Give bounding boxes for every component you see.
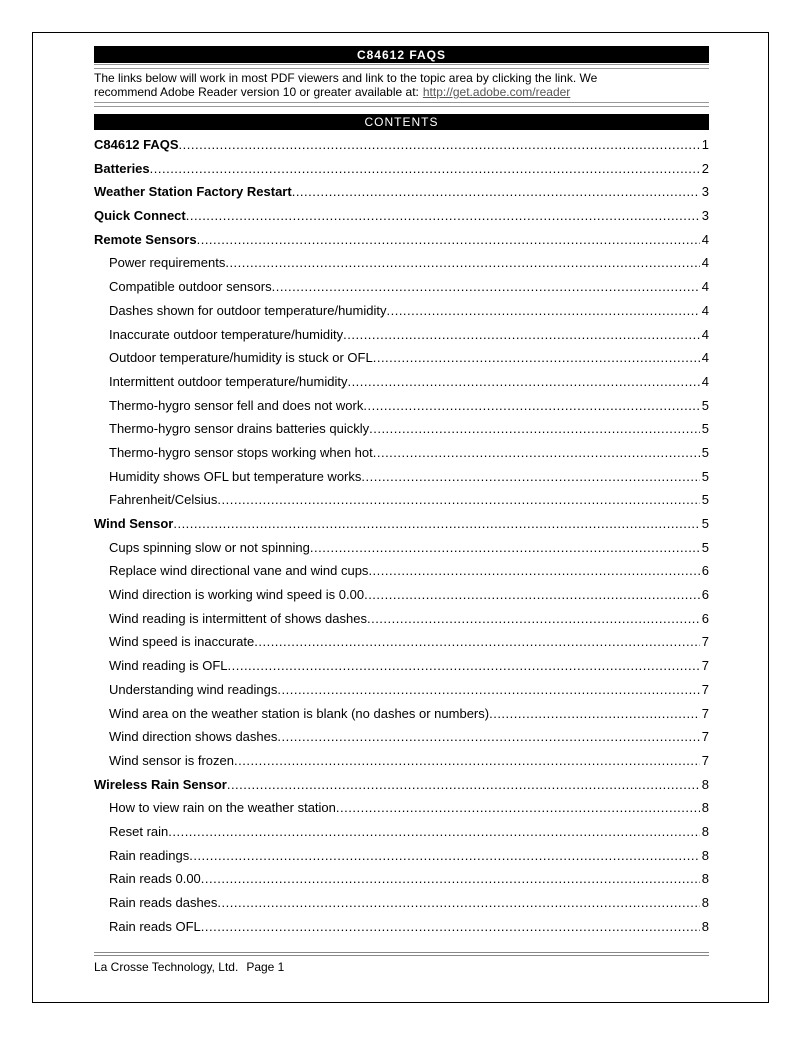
toc-entry[interactable] xyxy=(94,157,709,181)
toc-entry-label: Inaccurate outdoor temperature/humidity xyxy=(109,326,344,342)
toc-entry[interactable] xyxy=(94,251,709,275)
toc-entry[interactable] xyxy=(94,536,709,560)
table-of-contents xyxy=(94,133,709,938)
toc-entry[interactable] xyxy=(94,465,709,489)
toc-entry-page: 1 xyxy=(701,137,709,152)
toc-entry-label: Wind area on the weather station is blank (no dashes or numbers) xyxy=(109,705,490,721)
toc-entry-page: 8 xyxy=(701,823,709,839)
toc-entry-label: Wireless Rain Sensor xyxy=(94,776,227,792)
toc-leader-dots xyxy=(343,323,700,347)
toc-entry-page: 7 xyxy=(701,705,709,721)
toc-entry-page: 5 xyxy=(701,539,709,555)
toc-entry-page: 7 xyxy=(701,729,709,745)
toc-leader-dots xyxy=(173,512,699,536)
toc-entry-page: 8 xyxy=(701,776,709,792)
toc-entry-page: 8 xyxy=(701,847,709,863)
toc-entry-page: 4 xyxy=(701,279,709,295)
toc-entry-page: 8 xyxy=(701,800,709,816)
toc-entry[interactable] xyxy=(94,867,709,891)
toc-entry-page: 4 xyxy=(701,350,709,366)
toc-entry[interactable] xyxy=(94,275,709,299)
toc-entry-page: 7 xyxy=(701,634,709,650)
toc-entry-page: 6 xyxy=(701,563,709,579)
toc-entry-page: 4 xyxy=(701,326,709,342)
toc-entry[interactable] xyxy=(94,441,709,465)
toc-entry[interactable] xyxy=(94,488,709,512)
toc-entry-page: 4 xyxy=(701,302,709,318)
toc-entry-label: Thermo-hygro sensor drains batteries quickly xyxy=(109,421,370,437)
toc-leader-dots xyxy=(201,915,700,939)
toc-leader-dots xyxy=(363,394,699,418)
toc-entry-page: 5 xyxy=(701,468,709,484)
toc-entry-label: Rain reads OFL xyxy=(109,918,201,934)
toc-leader-dots xyxy=(277,678,699,702)
toc-leader-dots xyxy=(186,204,700,228)
document-content xyxy=(94,46,709,938)
toc-entry-label: Thermo-hygro sensor fell and does not work xyxy=(109,397,364,413)
toc-entry-label: Wind sensor is frozen xyxy=(109,752,234,768)
toc-entry-label: Rain reads 0.00 xyxy=(109,871,201,887)
toc-entry-label: Power requirements xyxy=(109,255,226,271)
toc-entry-label: Wind direction is working wind speed is 0.00 xyxy=(109,587,365,603)
toc-entry-page: 4 xyxy=(701,255,709,271)
intro-line-1: The links below will work in most PDF viewers and link to the topic area by clicking the link. We xyxy=(94,71,598,85)
toc-leader-dots xyxy=(217,891,699,915)
title-divider xyxy=(94,64,709,69)
toc-leader-dots xyxy=(347,370,699,394)
toc-leader-dots xyxy=(225,251,699,275)
toc-entry[interactable] xyxy=(94,678,709,702)
toc-leader-dots xyxy=(179,133,700,157)
toc-leader-dots xyxy=(277,725,699,749)
intro-divider xyxy=(94,102,709,107)
toc-entry-page: 4 xyxy=(701,231,709,247)
toc-entry[interactable] xyxy=(94,607,709,631)
toc-entry[interactable] xyxy=(94,299,709,323)
toc-entry-page: 5 xyxy=(701,397,709,413)
toc-entry-label: Humidity shows OFL but temperature works xyxy=(109,468,362,484)
toc-entry-page: 5 xyxy=(701,492,709,508)
toc-entry-label: Reset rain xyxy=(109,823,169,839)
toc-entry[interactable] xyxy=(94,891,709,915)
toc-leader-dots xyxy=(336,796,700,820)
toc-entry[interactable] xyxy=(94,228,709,252)
toc-entry[interactable] xyxy=(94,773,709,797)
toc-entry-label: Rain reads dashes xyxy=(109,895,218,910)
toc-leader-dots xyxy=(361,465,699,489)
toc-leader-dots xyxy=(272,275,700,299)
toc-entry-label: Replace wind directional vane and wind cups xyxy=(109,563,369,579)
toc-entry-page: 5 xyxy=(701,444,709,460)
intro-text xyxy=(94,71,709,99)
toc-entry-page: 5 xyxy=(701,516,709,531)
toc-entry-page: 7 xyxy=(701,658,709,674)
toc-entry-label: Wind Sensor xyxy=(94,516,174,531)
toc-entry-label: Remote Sensors xyxy=(94,231,197,247)
toc-entry-label: Dashes shown for outdoor temperature/humidity xyxy=(109,302,387,318)
toc-entry[interactable] xyxy=(94,204,709,228)
toc-entry-label: Compatible outdoor sensors xyxy=(109,279,272,295)
toc-entry-label: Rain readings xyxy=(109,847,190,863)
toc-entry[interactable] xyxy=(94,796,709,820)
toc-entry[interactable] xyxy=(94,323,709,347)
toc-leader-dots xyxy=(310,536,700,560)
toc-entry-page: 7 xyxy=(701,752,709,768)
toc-leader-dots xyxy=(369,417,700,441)
toc-entry[interactable] xyxy=(94,844,709,868)
toc-leader-dots xyxy=(189,844,700,868)
footer-company: La Crosse Technology, Ltd. xyxy=(94,960,239,974)
toc-entry[interactable] xyxy=(94,702,709,726)
adobe-reader-link[interactable]: http://get.adobe.com/reader xyxy=(422,85,571,99)
toc-entry-label: Cups spinning slow or not spinning xyxy=(109,539,310,555)
toc-entry-page: 6 xyxy=(701,610,709,626)
intro-line-2 xyxy=(94,85,709,99)
toc-leader-dots xyxy=(168,820,700,844)
toc-entry-page: 6 xyxy=(701,587,709,603)
toc-entry[interactable] xyxy=(94,654,709,678)
toc-entry[interactable] xyxy=(94,394,709,418)
toc-entry[interactable] xyxy=(94,725,709,749)
toc-entry-page: 8 xyxy=(701,918,709,934)
toc-entry[interactable] xyxy=(94,370,709,394)
toc-leader-dots xyxy=(386,299,699,323)
toc-entry-label: Wind reading is intermittent of shows dashes xyxy=(109,610,367,626)
toc-entry-label: Wind direction shows dashes xyxy=(109,729,278,745)
toc-entry-page: 8 xyxy=(701,895,709,910)
toc-entry[interactable] xyxy=(94,180,709,204)
toc-leader-dots xyxy=(228,654,700,678)
toc-leader-dots xyxy=(489,702,700,726)
toc-entry[interactable] xyxy=(94,417,709,441)
toc-entry-label: Thermo-hygro sensor stops working when hot xyxy=(109,444,373,460)
toc-leader-dots xyxy=(227,773,700,797)
toc-entry[interactable] xyxy=(94,915,709,939)
toc-leader-dots xyxy=(150,157,700,181)
toc-leader-dots xyxy=(234,749,700,773)
toc-entry[interactable] xyxy=(94,820,709,844)
toc-entry[interactable] xyxy=(94,512,709,536)
toc-leader-dots xyxy=(373,441,700,465)
toc-entry-label: How to view rain on the weather station xyxy=(109,800,336,816)
toc-leader-dots xyxy=(254,630,700,654)
toc-entry-label: Weather Station Factory Restart xyxy=(94,184,292,200)
toc-entry[interactable] xyxy=(94,630,709,654)
toc-entry[interactable] xyxy=(94,133,709,157)
toc-entry-label: Outdoor temperature/humidity is stuck or OFL xyxy=(109,350,373,366)
toc-leader-dots xyxy=(292,180,700,204)
toc-entry[interactable] xyxy=(94,583,709,607)
toc-entry-page: 3 xyxy=(701,184,709,200)
toc-leader-dots xyxy=(201,867,700,891)
toc-entry-label: Intermittent outdoor temperature/humidity xyxy=(109,373,348,389)
toc-leader-dots xyxy=(367,607,700,631)
toc-entry-label: Wind reading is OFL xyxy=(109,658,228,674)
toc-entry-label: Fahrenheit/Celsius xyxy=(109,492,218,508)
toc-entry-page: 7 xyxy=(701,681,709,697)
toc-entry-page: 8 xyxy=(701,871,709,887)
footer-divider xyxy=(94,952,709,956)
toc-leader-dots xyxy=(217,488,699,512)
toc-entry[interactable] xyxy=(94,559,709,583)
toc-leader-dots xyxy=(368,559,699,583)
toc-entry-label: Understanding wind readings xyxy=(109,681,278,697)
toc-entry-page: 4 xyxy=(701,373,709,389)
toc-entry-label: C84612 FAQS xyxy=(94,137,179,152)
toc-entry-label: Wind speed is inaccurate xyxy=(109,634,255,650)
toc-leader-dots xyxy=(364,583,700,607)
toc-entry-label: Batteries xyxy=(94,160,150,176)
toc-entry-page: 5 xyxy=(701,421,709,437)
toc-entry[interactable] xyxy=(94,749,709,773)
toc-entry[interactable] xyxy=(94,346,709,370)
document-title: C84612 FAQS xyxy=(94,46,709,63)
toc-entry-label: Quick Connect xyxy=(94,208,186,224)
toc-leader-dots xyxy=(197,228,700,252)
page-footer xyxy=(94,960,284,974)
contents-heading: CONTENTS xyxy=(94,114,709,130)
toc-entry-page: 3 xyxy=(701,208,709,224)
toc-entry-page: 2 xyxy=(701,160,709,176)
intro-line-2-text: recommend Adobe Reader version 10 or greater available at: xyxy=(94,85,419,99)
footer-page-number: Page 1 xyxy=(246,960,285,974)
toc-leader-dots xyxy=(373,346,700,370)
